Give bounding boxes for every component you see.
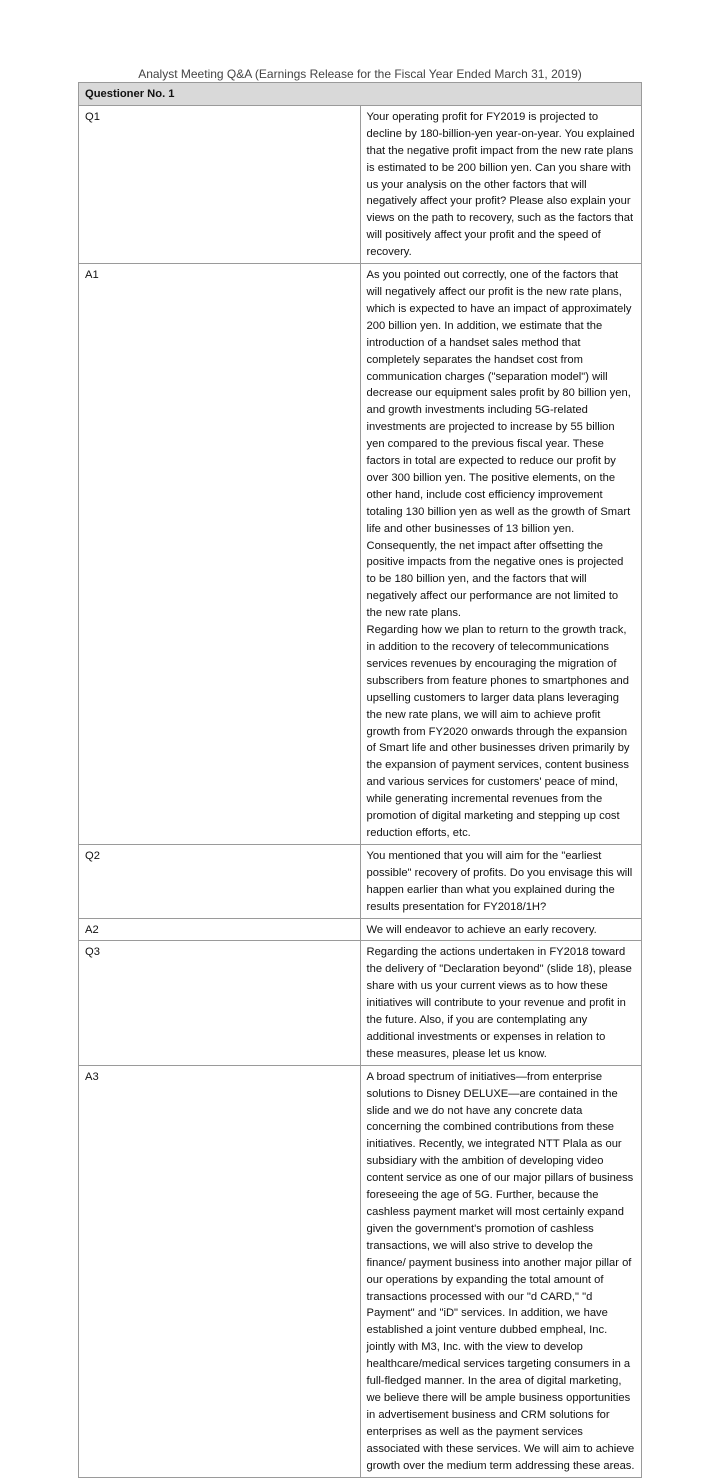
qa-table (78, 82, 642, 1478)
row-label: Q2 (79, 844, 361, 918)
paragraph: A broad spectrum of initiatives—from enterprise solutions to Disney DELUXE—are contained in the slide and we do not have any concrete data concerning the combined contributions from these initiatives. Recently, we integrated NTT Plala as our subsidiary with the ambition of developing video content service as one of our major pillars of business foreseeing the age of 5G. Further, because the cashless payment market will most certainly expand given the government's promotion of cashless transactions, we will also strive to develop the finance/ payment business into another major pillar of our operations by expanding the total amount of transactions processed with our "d CARD," "d Payment" and "iD" services. In addition, we have established a joint venture dubbed empheal, Inc. jointly with M3, Inc. with the view to develop healthcare/medical services targeting consumers in a full-fledged manner. In the area of digital marketing, we believe there will be ample business opportunities in advertisement business and CRM solutions for enterprises as well as the payment services associated with these services. We will aim to achieve growth over the medium term addressing these areas. (366, 1070, 635, 1472)
paragraph: Regarding how we plan to return to the growth track, in addition to the recovery of telecommunications services revenues by encouraging the migration of subscribers from feature phones to smartphones and upselling customers to larger data plans leveraging the new rate plans, we will aim to achieve profit growth from FY2020 onwards through the expansion of Smart life and other businesses driven primarily by the expansion of payment services, content business and various services for customers' peace of mind, while generating incremental revenues from the promotion of digital marketing and stepping up cost reduction efforts, etc. (366, 624, 630, 839)
qa-row-a3 (79, 1065, 642, 1477)
qa-row-a1 (79, 264, 642, 845)
row-text (360, 105, 642, 263)
row-label: A1 (79, 264, 361, 845)
paragraph: We will endeavor to achieve an early recovery. (366, 923, 597, 936)
row-text (360, 264, 642, 845)
row-text (360, 918, 642, 941)
questioner-header-row (79, 83, 642, 106)
row-text (360, 941, 642, 1065)
qa-row-a2 (79, 918, 642, 941)
qa-row-q2 (79, 844, 642, 918)
row-text (360, 844, 642, 918)
row-label: A2 (79, 918, 361, 941)
qa-row-q3 (79, 941, 642, 1065)
qa-row-q1 (79, 105, 642, 263)
questioner-label: Questioner No. 1 (79, 83, 642, 106)
row-text (360, 1065, 642, 1477)
paragraph: You mentioned that you will aim for the "earliest possible" recovery of profits. Do you envisage this will happen earlier than what you explained during the results presentation for FY2018/1H? (366, 849, 633, 913)
page-title: Analyst Meeting Q&A (Earnings Release for the Fiscal Year Ended March 31, 2019) (138, 67, 582, 81)
row-label: Q1 (79, 105, 361, 263)
paragraph: As you pointed out correctly, one of the factors that will negatively affect our profit is the new rate plans, which is expected to have an impact of approximately 200 billion yen. In addition, we estimate that the introduction of a handset sales method that completely separates the handset cost from communication charges ("separation model") will decrease our equipment sales profit by 80 billion yen, and growth investments including 5G-related investments are projected to increase by 55 billion yen compared to the previous fiscal year. These factors in total are expected to reduce our profit by over 300 billion yen. The positive elements, on the other hand, include cost efficiency improvement totaling 130 billion yen as well as the growth of Smart life and other businesses of 13 billion yen. Consequently, the net impact after offsetting the positive impacts from the negative ones is projected to be 180 billion yen, and the factors that will negatively affect our performance are not limited to the new rate plans. (366, 269, 632, 620)
row-label: Q3 (79, 941, 361, 1065)
paragraph: Your operating profit for FY2019 is projected to decline by 180-billion-yen year-on-year. You explained that the negative profit impact from the new rate plans is estimated to be 200 billion yen. Can you share with us your analysis on the other factors that will negatively affect your profit? Please also explain your views on the path to recovery, such as the factors that will positively affect your profit and the speed of recovery. (366, 110, 635, 259)
row-label: A3 (79, 1065, 361, 1477)
paragraph: Regarding the actions undertaken in FY2018 toward the delivery of "Declaration beyond" (slide 18), please share with us your current views as to how these initiatives will contribute to your revenue and profit in the future. Also, if you are contemplating any additional investments or expenses in relation to these measures, please let us know. (366, 946, 632, 1060)
